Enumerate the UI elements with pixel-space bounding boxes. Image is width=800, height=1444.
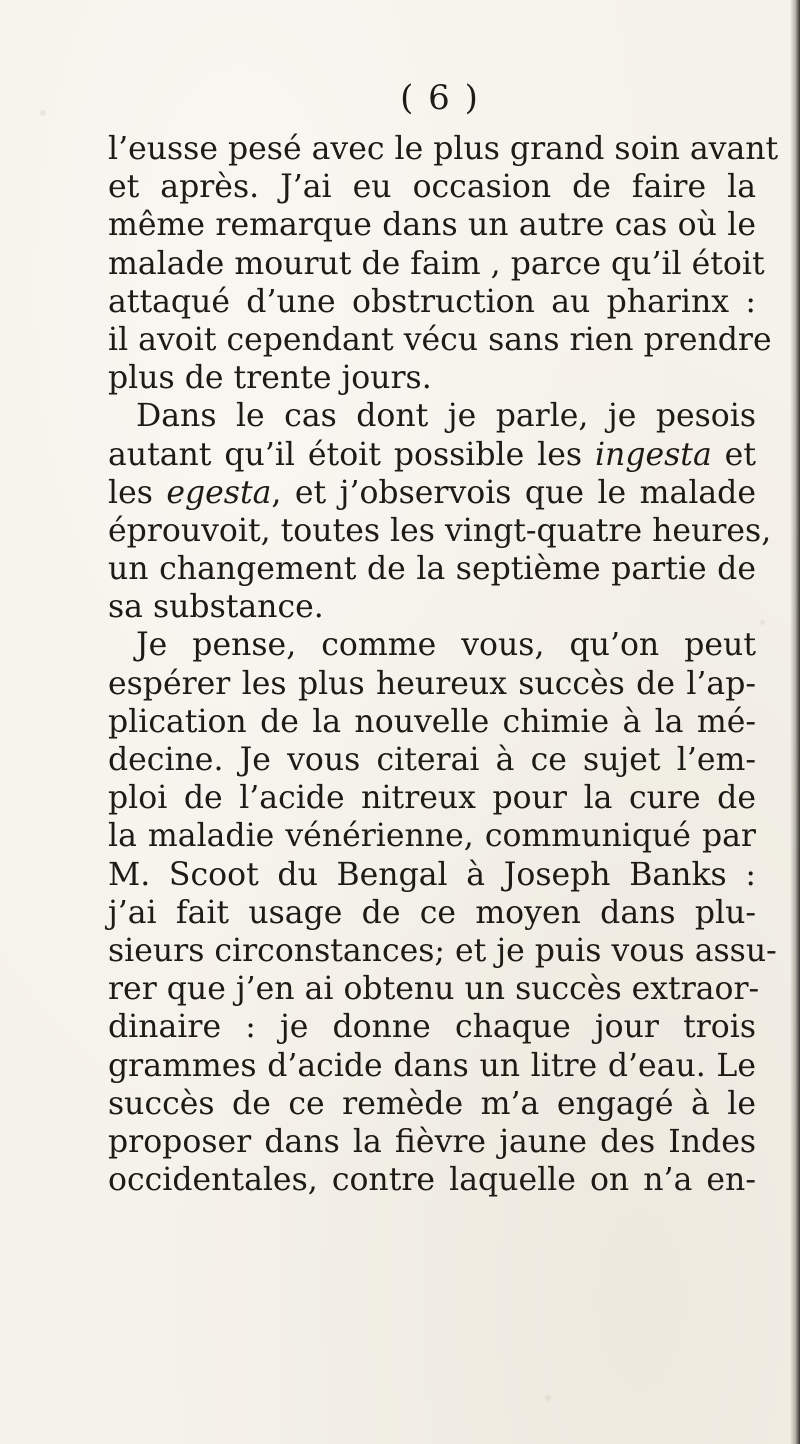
paper-stain <box>545 1395 551 1401</box>
page-edge-shadow <box>790 0 800 1444</box>
text-line: succès de ce remède m’a engagé à le <box>108 1085 756 1122</box>
text-line: autant qu’il étoit possible les ingesta et <box>108 436 756 473</box>
text-line: l’eusse pesé avec le plus grand soin avant <box>108 131 779 167</box>
text-line: dinaire : je donne chaque jour trois <box>108 1009 756 1046</box>
body-text <box>108 130 779 1199</box>
paper-stain <box>760 620 765 625</box>
text-line: proposer dans la fièvre jaune des Indes <box>108 1123 756 1160</box>
text-line: decine. Je vous citerai à ce sujet l’em- <box>108 742 756 778</box>
text-line: éprouvoit, toutes les vingt-quatre heures, <box>108 512 772 549</box>
text-line: attaqué d’une obstruction au pharinx : <box>108 283 756 320</box>
text-line: sieurs circonstances; et je puis vous assu- <box>108 932 777 969</box>
text-line: rer que j’en ai obtenu un succès extraor- <box>108 971 760 1008</box>
italic-term: ingesta <box>594 436 712 473</box>
text-line: sa substance. <box>108 589 324 626</box>
text-line: et après. J’ai eu occasion de faire la <box>108 169 756 206</box>
text-line: Je pense, comme vous, qu’on peut <box>136 627 756 664</box>
text-line: M. Scoot du Bengal à Joseph Banks : <box>108 856 756 893</box>
page-number: ( 6 ) <box>400 78 480 118</box>
text-line: même remarque dans un autre cas où le <box>108 207 756 244</box>
text-line: j’ai fait usage de ce moyen dans plu- <box>108 894 756 931</box>
text-line: ploi de l’acide nitreux pour la cure de <box>108 780 756 817</box>
text-line: un changement de la septième partie de <box>108 551 756 588</box>
text-line: les egesta, et j’observois que le malade <box>108 474 756 511</box>
text-line: plication de la nouvelle chimie à la mé- <box>108 703 756 740</box>
italic-term: egesta <box>166 474 272 511</box>
text-line: grammes d’acide dans un litre d’eau. Le <box>108 1047 756 1084</box>
text-line: espérer les plus heureux succès de l’ap- <box>108 665 756 702</box>
text-line: la maladie vénérienne, communiqué par <box>108 818 756 855</box>
text-line: plus de trente jours. <box>108 360 432 397</box>
text-line: malade mourut de faim , parce qu’il étoit <box>108 245 765 282</box>
text-line: il avoit cependant vécu sans rien prendre <box>108 321 772 358</box>
text-line: occidentales, contre laquelle on n’a en- <box>108 1162 756 1199</box>
text-line: Dans le cas dont je parle, je pesois <box>136 398 756 435</box>
